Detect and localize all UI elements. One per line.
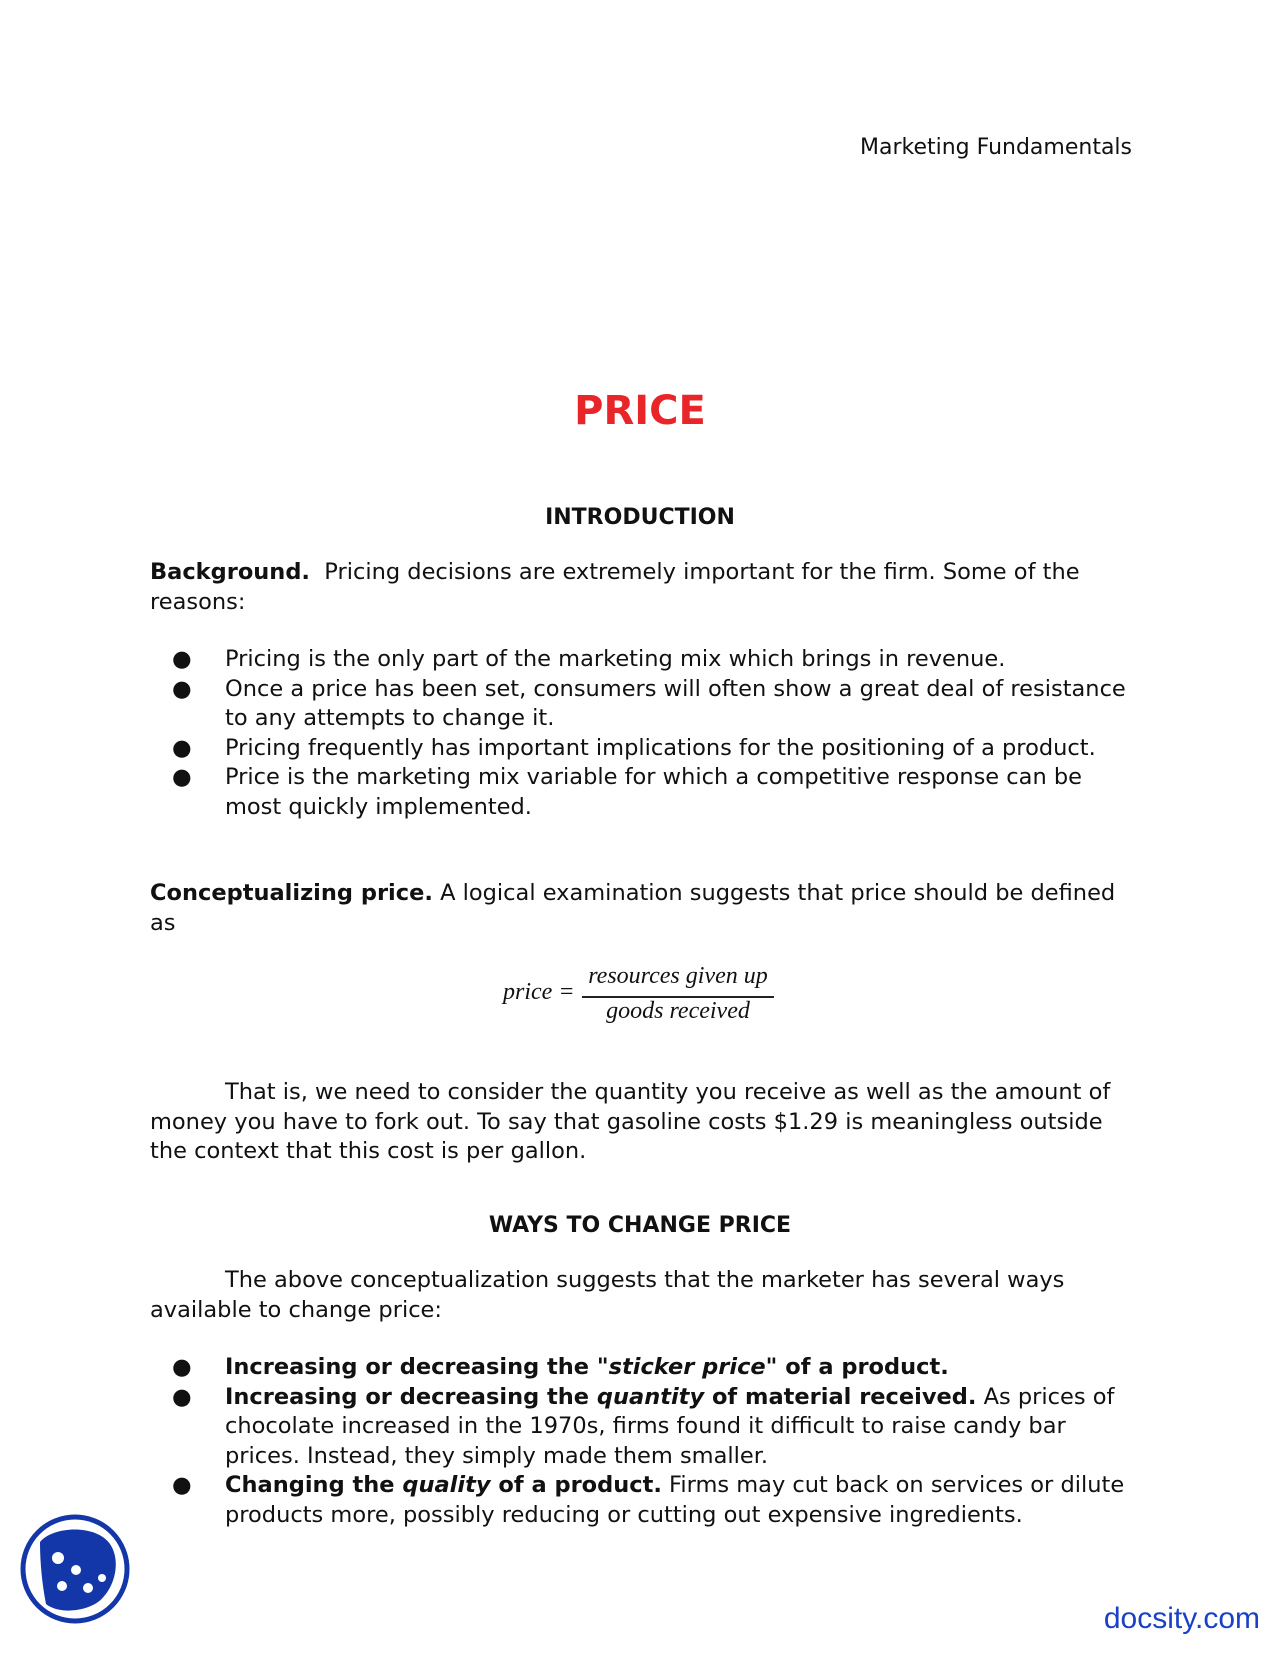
conceptualizing-paragraph (150, 879, 1140, 938)
item-detail: Firms may cut back on services or dilute products more, possibly reducing or cutting out expensive ingredients. (225, 1472, 1125, 1528)
bullet-icon: ● (172, 734, 192, 761)
bullet-icon: ● (172, 1472, 192, 1498)
conceptualizing-text: A logical examination suggests that price should be defined as (150, 880, 1116, 936)
list-item (150, 763, 1140, 822)
list-item-text: Pricing is the only part of the marketing mix which brings in revenue. (225, 646, 1006, 672)
item-emphasis: quantity (596, 1383, 705, 1410)
list-item-text: Pricing frequently has important implications for the positioning of a product. (225, 734, 1096, 761)
page-title: PRICE (574, 388, 706, 434)
bullet-icon: ● (172, 1354, 192, 1380)
list-item-text: Once a price has been set, consumers will often show a great deal of resistance to any attempts to change it. (225, 675, 1126, 731)
item-bold-tail: of a product. (777, 1354, 949, 1380)
running-header: Marketing Fundamentals (859, 135, 1132, 160)
list-item-text: Price is the marketing mix variable for which a competitive response can be most quickly implemented. (225, 764, 1082, 820)
bullet-icon: ● (172, 764, 192, 790)
conceptualizing-label: Conceptualizing price. (150, 880, 433, 906)
background-text: Pricing decisions are extremely important for the firm. Some of the reasons: (150, 559, 1080, 615)
ways-list (150, 1353, 1140, 1530)
watermark[interactable]: docsity.com (1103, 1602, 1260, 1635)
bullet-icon: ● (172, 1383, 192, 1410)
item-bold-tail: of a product. (490, 1472, 662, 1498)
list-item (150, 1471, 1140, 1530)
list-item (150, 645, 1140, 675)
item-bold-lead: Changing the (225, 1472, 403, 1498)
item-bold-lead: Increasing or decreasing the (225, 1354, 597, 1380)
formula-lhs: price = (503, 979, 575, 1005)
list-item (150, 1383, 1140, 1472)
formula-denominator: goods received (606, 998, 750, 1024)
introduction-heading: INTRODUCTION (545, 505, 735, 530)
list-item (150, 675, 1140, 734)
ways-intro-paragraph: The above conceptualization suggests that the marketer has several ways available to change price: (150, 1267, 1065, 1323)
formula-numerator: resources given up (588, 963, 768, 989)
ways-heading: WAYS TO CHANGE PRICE (488, 1213, 792, 1238)
background-label: Background. (150, 559, 310, 585)
list-item (150, 1353, 1140, 1383)
item-bold-lead: Increasing or decreasing the (225, 1383, 597, 1410)
background-paragraph (150, 558, 1140, 617)
item-detail: As prices of chocolate increased in the 1970s, firms found it difficult to raise candy bar prices. Instead, they simply made them smaller. (225, 1383, 1115, 1469)
item-bold-tail: of material received. (704, 1383, 977, 1410)
bullet-icon: ● (172, 646, 192, 672)
item-emphasis: "sticker price" (596, 1354, 778, 1380)
explanation-paragraph: That is, we need to consider the quantity you receive as well as the amount of money you have to fork out. To say that gasoline costs $1.29 is meaningless outside the context that this cost is per gallon. (150, 1079, 1111, 1164)
reasons-list (150, 645, 1140, 822)
item-emphasis: quality (402, 1472, 491, 1498)
bullet-icon: ● (172, 675, 192, 702)
list-item (150, 734, 1140, 764)
docsity-logo-icon (18, 1512, 133, 1627)
